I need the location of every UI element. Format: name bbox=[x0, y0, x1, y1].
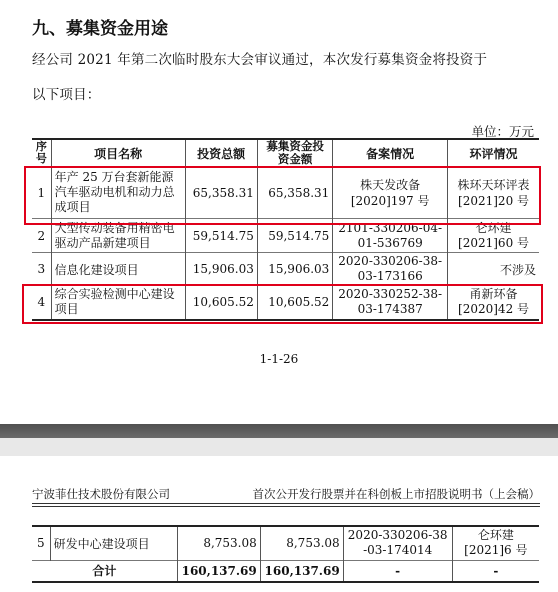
total-row bbox=[32, 560, 539, 582]
row-env: 株环天环评表[2021]20 号 bbox=[448, 167, 539, 219]
row-total: 10,605.52 bbox=[185, 286, 257, 320]
row-no: 1 bbox=[32, 167, 51, 219]
header-env: 环评情况 bbox=[448, 139, 539, 167]
investment-table-continued bbox=[32, 525, 539, 583]
row-filing: 2020-330206-38-03-173166 bbox=[333, 253, 448, 286]
document-title: 首次公开发行股票并在科创板上市招股说明书（上会稿） bbox=[252, 487, 540, 501]
row-name: 研发中心建设项目 bbox=[50, 526, 177, 560]
row-no: 3 bbox=[32, 253, 51, 286]
header-rule bbox=[32, 503, 540, 504]
unit-label: 单位：万元 bbox=[471, 124, 534, 139]
header-total: 投资总额 bbox=[185, 139, 257, 167]
company-name: 宁波菲仕技术股份有限公司 bbox=[32, 487, 170, 501]
row-total: 65,358.31 bbox=[185, 167, 257, 219]
header-name: 项目名称 bbox=[51, 139, 185, 167]
section-title: 九、募集资金用途 bbox=[32, 19, 168, 39]
page-break-gap bbox=[0, 438, 558, 456]
row-total: 15,906.03 bbox=[185, 253, 257, 286]
highlight-box-row1 bbox=[24, 166, 541, 225]
row-raised: 8,753.08 bbox=[260, 526, 343, 560]
header-raised: 募集资金投资金额 bbox=[257, 139, 332, 167]
intro-paragraph-line2: 以下项目： bbox=[32, 87, 101, 103]
total-label: 合计 bbox=[32, 560, 177, 582]
table-row bbox=[32, 526, 539, 560]
row-raised: 65,358.31 bbox=[257, 167, 332, 219]
header-no: 序号 bbox=[32, 139, 51, 167]
row-filing: 2020-330252-38-03-174387 bbox=[333, 286, 448, 320]
row-filing: 2020-330206-38-03-174014 bbox=[343, 526, 452, 560]
row-env: 仑环建[2021]6 号 bbox=[452, 526, 539, 560]
row-filing: 2101-330206-04-01-536769 bbox=[333, 219, 448, 253]
row-env: 仑环建[2021]60 号 bbox=[448, 219, 539, 253]
header-filing: 备案情况 bbox=[333, 139, 448, 167]
row-name: 信息化建设项目 bbox=[51, 253, 185, 286]
row-no: 2 bbox=[32, 219, 51, 253]
row-raised: 59,514.75 bbox=[257, 219, 332, 253]
row-name: 年产 25 万台套新能源汽车驱动电机和动力总成项目 bbox=[51, 167, 185, 219]
total-env: - bbox=[452, 560, 539, 582]
row-env: 甬新环备[2020]42 号 bbox=[448, 286, 539, 320]
row-filing: 株天发改备[2020]197 号 bbox=[333, 167, 448, 219]
row-no: 4 bbox=[32, 286, 51, 320]
row-total: 59,514.75 bbox=[185, 219, 257, 253]
row-raised: 10,605.52 bbox=[257, 286, 332, 320]
total-filing: - bbox=[343, 560, 452, 582]
row-raised: 15,906.03 bbox=[257, 253, 332, 286]
row-no: 5 bbox=[32, 526, 50, 560]
intro-paragraph-line1: 经公司 2021 年第二次临时股东大会审议通过，本次发行募集资金将投资于 bbox=[32, 52, 488, 68]
total-investment: 160,137.69 bbox=[177, 560, 260, 582]
row-total: 8,753.08 bbox=[177, 526, 260, 560]
table-row bbox=[32, 253, 539, 286]
row-name: 大型传动装备用精密电驱动产品新建项目 bbox=[51, 219, 185, 253]
table-header-row bbox=[32, 139, 539, 167]
header-rule-thin bbox=[32, 506, 540, 507]
highlight-box-row4 bbox=[22, 284, 543, 324]
row-name: 综合实验检测中心建设项目 bbox=[51, 286, 185, 320]
total-raised: 160,137.69 bbox=[260, 560, 343, 582]
row-env: 不涉及 bbox=[448, 253, 539, 286]
page-break-divider bbox=[0, 424, 558, 438]
page-number: 1-1-26 bbox=[259, 352, 299, 366]
